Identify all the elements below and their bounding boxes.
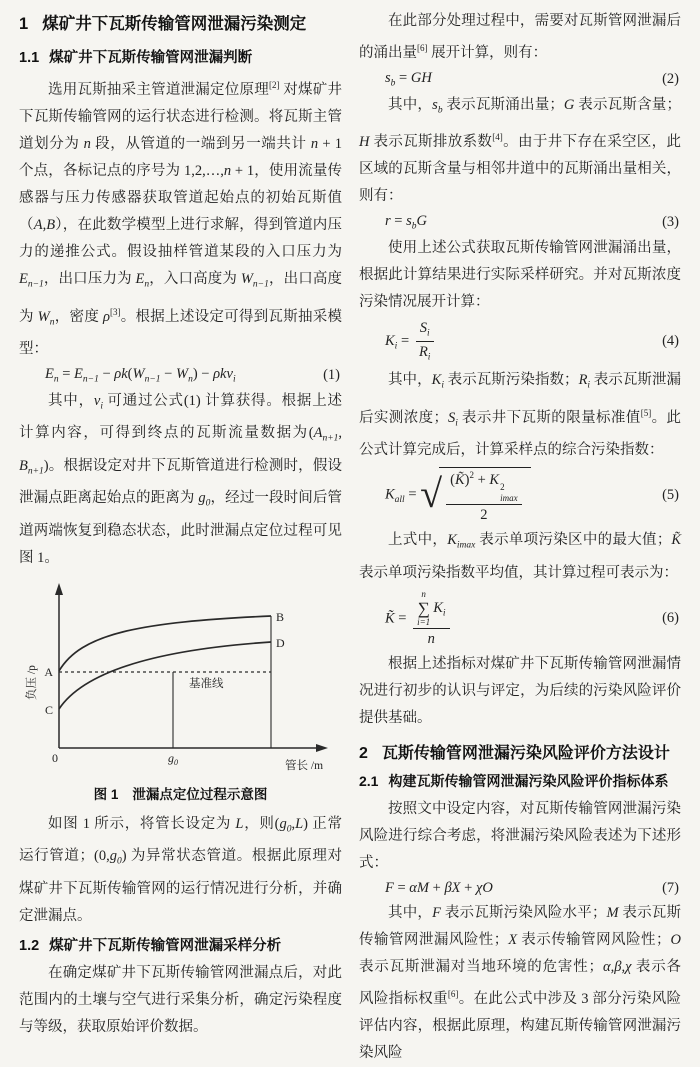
eq4-num-sub: i <box>427 328 430 338</box>
equation-7-number: (7) <box>662 879 679 896</box>
equation-7-body: F = αM + βX + χO <box>385 879 493 896</box>
eq4-lhs: K <box>385 332 395 349</box>
equation-5-body <box>359 467 662 524</box>
eq4-numerator <box>416 319 434 342</box>
point-b-label: B <box>276 609 285 624</box>
eq5-radical <box>420 467 530 524</box>
eq4-num-base: S <box>419 319 427 336</box>
leak-location-chart <box>19 580 341 776</box>
paragraph-7: 使用上述公式获取瓦斯传输管网泄漏涌出量，根据此计算结果进行实际采样研究。并对瓦斯浓度污染情况展开计算： <box>359 239 681 310</box>
equation-5 <box>359 467 681 524</box>
equation-5-number: (5) <box>662 487 679 504</box>
section-title: 瓦斯传输管网泄漏污染风险评价方法设计 <box>381 744 670 762</box>
equation-4-body <box>359 319 662 365</box>
equation-6-body <box>359 590 662 648</box>
paragraph-5: 在此部分处理过程中，需要对瓦斯管网泄漏后的涌出量[6] 展开计算，则有： <box>359 13 681 61</box>
equation-4 <box>359 319 681 365</box>
eq5-lhs-sub: all <box>394 495 405 506</box>
radical-sign: √ <box>420 470 443 516</box>
origin-label: 0 <box>52 750 58 765</box>
eq5-lhs: K <box>385 486 395 503</box>
sigma-icon: ∑ <box>417 598 430 618</box>
equation-1-number: (1) <box>323 366 340 383</box>
paren-close: ) <box>464 472 470 489</box>
section-number: 2.1 <box>359 772 379 789</box>
equation-2-number: (2) <box>662 70 679 87</box>
k-tilde: K̃ <box>454 472 465 489</box>
equation-3-body: $r = s_bG$ <box>385 213 427 232</box>
left-column <box>19 8 342 1067</box>
eq5-fraction <box>446 470 521 524</box>
paragraph-10: 根据上述指标对煤矿井下瓦斯传输管网泄漏情况进行初步的认识与评定，为后续的污染风险评价提供基础。 <box>359 655 681 726</box>
eq6-numerator <box>413 590 449 629</box>
section-number: 1 <box>19 15 29 33</box>
sum-lower: i=1 <box>417 616 431 627</box>
section-1-1-heading <box>19 46 342 67</box>
eq5-denominator: 2 <box>480 506 488 523</box>
summation <box>417 590 430 627</box>
section-title: 构建瓦斯传输管网泄漏污染风险评价指标体系 <box>388 772 669 789</box>
eq6-term-sub: i <box>442 607 446 618</box>
eq6-lhs: K̃ <box>385 609 395 626</box>
k-max-sub: imax <box>500 492 518 503</box>
section-number: 1.1 <box>19 50 40 66</box>
equation-3 <box>359 213 681 232</box>
eq5-numerator <box>446 470 521 505</box>
k-max-sup: 2 <box>500 482 505 493</box>
paragraph-4: 在确定煤矿井下瓦斯传输管网泄漏点后，对此范围内的土壤与空气进行采集分析，确定污染程度与等级，获取原始评价数据。 <box>19 964 342 1035</box>
paragraph-9: 上式中，$K_{imax}$ 表示单项污染区中的最大值；K̃ 表示单项污染指数平均值，其计算过程可表示为： <box>359 532 682 581</box>
eq6-fraction <box>413 590 449 648</box>
y-axis-label: 负压 /p <box>26 664 38 700</box>
right-column <box>359 8 681 1067</box>
g0-tick-label: $g_0$ <box>168 750 178 767</box>
point-a-label: A <box>44 664 53 679</box>
paren-open: ( <box>450 472 455 489</box>
eq6-denominator: n <box>427 630 435 647</box>
equation-6 <box>359 590 681 648</box>
equation-2-body: $s_b$ = GH <box>385 70 432 89</box>
paragraph-1: 选用瓦斯抽采主管道泄漏定位原理[2] 对煤矿井下瓦斯传输管网的运行状态进行检测。将瓦斯主管道划分为 n 段，从管道的一端到另一端共计 n + 1 个点，各标记点的序号为 1,2,…,n + 1，使用流量传感器与压力传感器获取管道起始点的初始瓦斯值（A,B），在此数学模型上进行求解，得到管道内压力的递推公式。假设抽样管道某段的入口压力为 $E_{n-1}$，出口压力为 $E_n$，入口高度为 $W_{n-1}$，出口高度为 $W_n$，密度 ρ[3]。根据上述设定可得到瓦斯抽采模型： <box>19 80 343 357</box>
equation-1 <box>19 366 342 385</box>
eq4-denominator <box>419 342 431 364</box>
figure-1-caption <box>19 783 342 803</box>
section-title: 煤矿井下瓦斯传输管网泄漏采样分析 <box>49 937 282 954</box>
plus-op: + <box>473 472 490 489</box>
baseline-label: 基准线 <box>189 677 224 690</box>
section-1-2-heading <box>19 934 342 955</box>
paragraph-8: 其中，$K_i$ 表示瓦斯污染指数；$R_i$ 表示瓦斯泄漏后实测浓度；$S_i$ 表示井下瓦斯的限量标准值[5]。此公式计算完成后，计算采样点的综合污染指数： <box>359 372 682 459</box>
figure-1 <box>19 580 342 803</box>
section-title: 煤矿井下瓦斯传输管网泄漏污染测定 <box>42 15 307 33</box>
k-max-supsub <box>500 482 518 503</box>
paragraph-6: 其中，$s_b$ 表示瓦斯涌出量；G 表示瓦斯含量；H 表示瓦斯排放系数[4]。由于井下存在采空区，此区域的瓦斯含量与相邻井道中的瓦斯涌出量相关，则有： <box>359 96 682 204</box>
eq4-equals: = <box>397 332 413 349</box>
k-max-base: K <box>489 472 500 489</box>
section-number: 2 <box>359 744 368 762</box>
section-number: 1.2 <box>19 937 40 954</box>
section-2-heading <box>359 740 681 763</box>
eq5-equals: = <box>404 486 421 503</box>
section-2-1-heading <box>359 771 681 791</box>
figure-number: 图 1 <box>93 786 119 802</box>
paragraph-11: 按照文中设定内容，对瓦斯传输管网泄漏污染风险进行综合考虑，将泄漏污染风险表述为下述形式： <box>359 800 681 871</box>
figure-title: 泄漏点定位过程示意图 <box>132 786 268 802</box>
eq4-den-sub: i <box>427 352 431 363</box>
x-axis-arrow-icon <box>316 744 328 752</box>
section-1-heading <box>19 10 342 34</box>
equation-6-number: (6) <box>662 610 679 627</box>
x-axis-label: 管长 /m <box>285 759 324 772</box>
leak-pipe-curve <box>59 642 271 709</box>
equation-7 <box>359 880 681 897</box>
normal-pipe-curve <box>59 616 271 671</box>
point-d-label: D <box>276 635 285 650</box>
equation-2 <box>359 70 681 89</box>
section-title: 煤矿井下瓦斯传输管网泄漏判断 <box>49 50 253 66</box>
paragraph-12: 其中，F 表示瓦斯污染风险水平；M 表示瓦斯传输管网泄漏风险性；X 表示传输管网风险性；O 表示瓦斯泄漏对当地环境的危害性；α,β,χ 表示各风险指标权重[6]。在此公式中涉及 3 部分污染风险评估内容，根据此原理，构建瓦斯传输管网泄漏污染风险 <box>359 904 682 1061</box>
eq4-lhs-sub: i <box>394 341 398 352</box>
eq6-term: K <box>433 599 443 616</box>
paragraph-2: 其中，$v_i$ 可通过公式(1) 计算获得。根据上述计算内容，可得到终点的瓦斯流量数据为($A_{n+1}$, $B_{n+1}$)。根据设定对井下瓦斯管道进行检测时，假设泄漏点距离起始点的距离为 $g_0$，经过一段时间后管道两端恢复到稳态状态，此时泄漏点定位过程可见图 1。 <box>19 392 343 566</box>
square-sup: 2 <box>469 470 474 481</box>
radical-content <box>439 467 530 524</box>
paragraph-3: 如图 1 所示，将管长设定为 L，则$(g_0,L)$ 正常运行管道；$(0,g_0)$ 为异常状态管道。根据此原理对煤矿井下瓦斯传输管网的运行情况进行分析，并确定泄漏点。 <box>19 815 342 924</box>
eq4-den-base: R <box>418 343 428 360</box>
eq4-fraction <box>416 319 434 365</box>
y-axis-arrow-icon <box>55 583 63 595</box>
point-c-label: C <box>44 702 53 717</box>
equation-1-body: $E_n = E_{n-1} - \rho k(W_{n-1} - W_n) - \rho kv_i$ <box>45 366 236 385</box>
eq6-equals: = <box>394 609 411 626</box>
sum-upper: n <box>421 588 426 599</box>
equation-3-number: (3) <box>662 213 679 230</box>
equation-4-number: (4) <box>662 332 679 349</box>
